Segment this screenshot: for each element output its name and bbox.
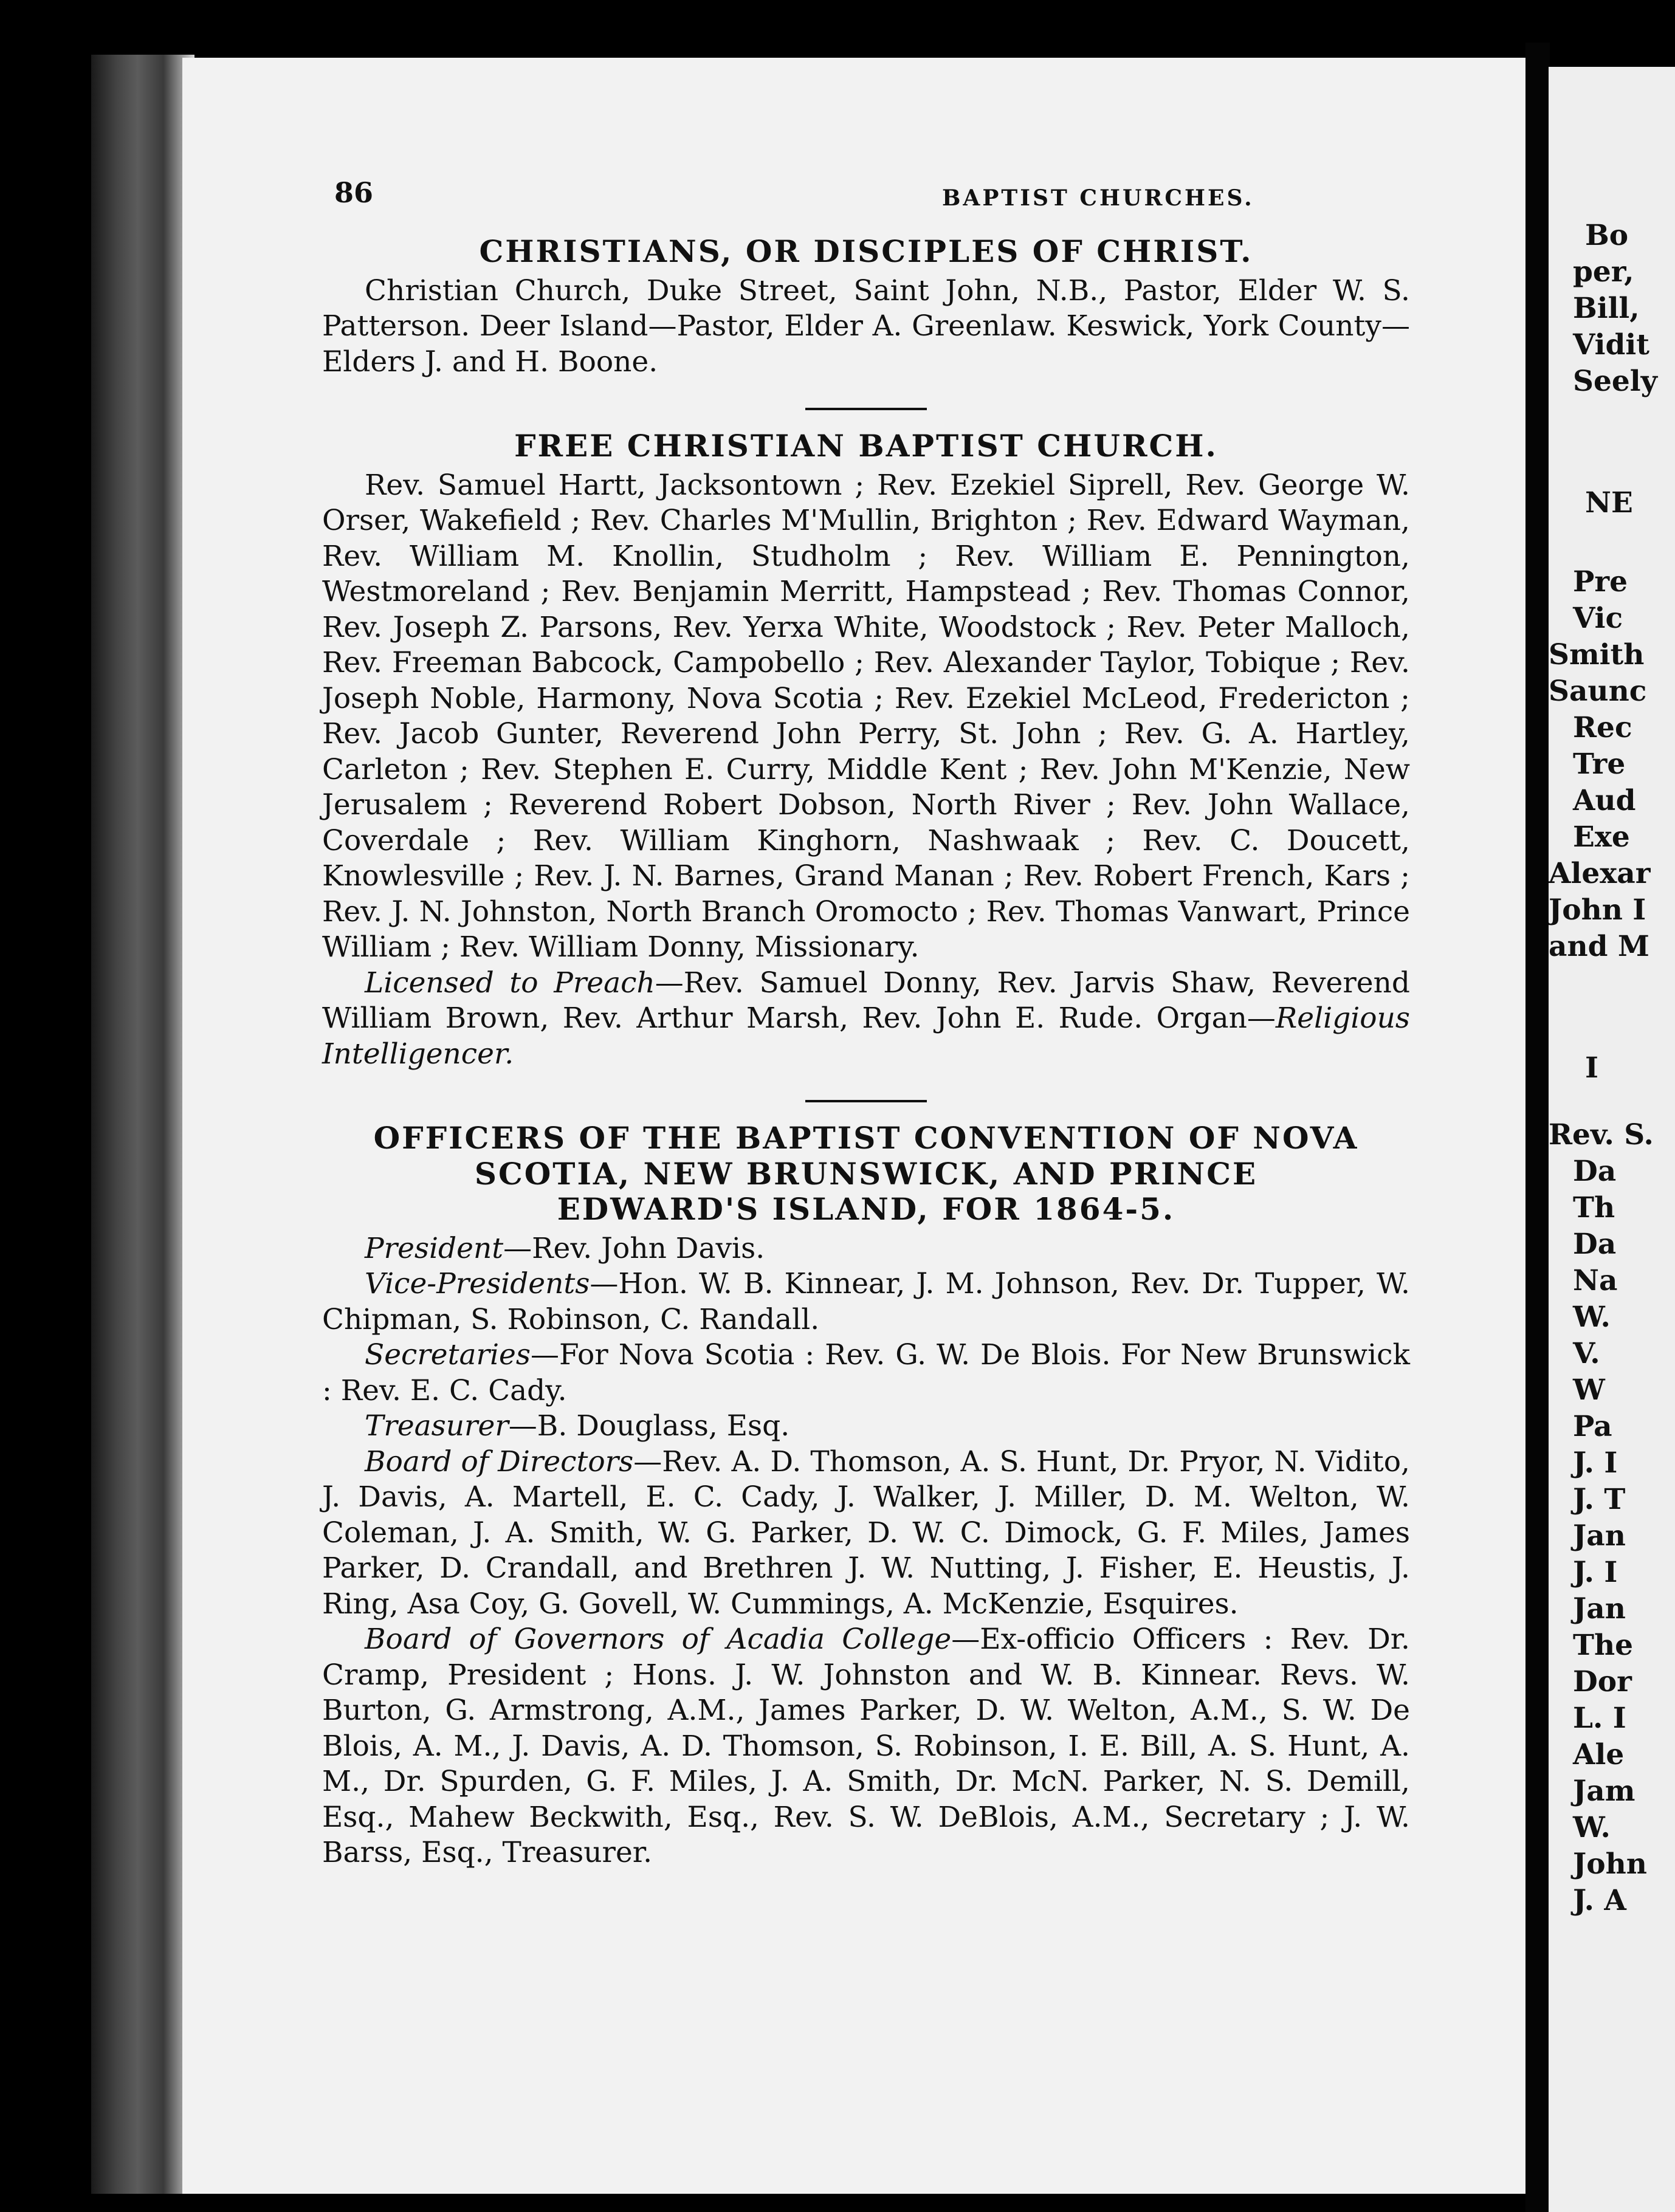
officer-label: Vice-Presidents [365,1267,590,1300]
officer-label: President [365,1231,504,1265]
facing-page-fragment: W. [1573,1811,1611,1844]
facing-page-fragment: and M [1549,930,1649,963]
facing-page-fragment: Rec [1573,711,1632,744]
officer-text: —B. Douglass, Esq. [508,1409,790,1443]
free-christian-paragraph: Rev. Samuel Hartt, Jacksontown ; Rev. Ezekiel Siprell, Rev. George W. Orser, Wakefield ; Rev. Charles M'Mullin, Brighton ; Rev. Edward Wayman, Rev. William M. Knollin, Studholm ; Rev. William E. Pennington, Westmoreland ; Rev. Benjamin Merritt, Hampstead ; Rev. Thomas Connor, Rev. Joseph Z. Parsons, Rev. Yerxa White, Woodstock ; Rev. Peter Malloch, Rev. Freeman Babcock, Campobello ; Rev. Alexander Taylor, Tobique ; Rev. Joseph Noble, Harmony, Nova Scotia ; Rev. Ezekiel McLeod, Fredericton ; Rev. Jacob Gunter, Reverend John Perry, St. John ; Rev. G. A. Hartley, Carleton ; Rev. Stephen E. Curry, Middle Kent ; Rev. John M'Kenzie, New Jerusalem ; Reverend Robert Dobson, North River ; Rev. John Wallace, Coverdale ; Rev. William Kinghorn, Nashwaak ; Rev. C. Doucett, Knowlesville ; Rev. J. N. Barnes, Grand Manan ; Rev. Robert French, Kars ; Rev. J. N. Johnston, North Branch Oromocto ; Rev. Thomas Vanwart, Prince William ; Rev. William Donny, Missionary. [322,468,1410,964]
page-gutter [1525,43,1550,2212]
page-number: 86 [334,176,374,209]
facing-page-fragment: Jan [1573,1592,1626,1626]
facing-page-fragment: Bill, [1573,292,1640,325]
organ-name: Religious Intelligencer. [322,1001,1410,1071]
facing-page-fragment: Saunc [1549,675,1647,708]
officer-text: —Rev. A. D. Thomson, A. S. Hunt, Dr. Pryor, N. Vidito, J. Davis, A. Martell, E. C. Cady, J. Walker, J. Miller, D. M. Welton, W. Coleman, J. A. Smith, W. G. Parker, D. W. C. Dimock, G. F. Miles, James Parker, D. Crandall, and Brethren J. W. Nutting, J. Fisher, E. Heustis, J. Ring, Asa Coy, G. Govell, W. Cummings, A. McKenzie, Esquires. [322,1444,1410,1621]
facing-page-fragment: W [1573,1373,1605,1407]
facing-page-fragment: Vic [1573,602,1623,635]
facing-page-fragment: I [1585,1051,1598,1085]
officer-label: Secretaries [365,1338,531,1372]
section-heading-convention-line-2: SCOTIA, NEW BRUNSWICK, AND PRINCE [474,1155,1258,1192]
section-heading-convention-line-3: EDWARD'S ISLAND, FOR 1864-5. [557,1191,1175,1227]
facing-page-fragment: Pre [1573,565,1628,599]
officer-text: —For Nova Scotia : Rev. G. W. De Blois. For New Brunswick : Rev. E. C. Cady. [322,1338,1410,1407]
facing-page-fragment: John [1573,1847,1647,1881]
facing-page-fragment: Vidit [1573,328,1649,362]
book-spine-edge [91,55,194,2194]
facing-page-fragment: Jam [1573,1774,1635,1808]
facing-page-fragment: V. [1573,1337,1600,1370]
facing-page-fragment: Smith [1549,638,1645,672]
facing-page-fragment: J. I [1573,1556,1618,1589]
section-divider [805,408,927,410]
facing-page-fragment: L. I [1573,1702,1626,1735]
facing-page-fragment: J. A [1573,1884,1626,1917]
facing-page-fragment: Dor [1573,1665,1632,1698]
officer-label: Board of Governors of Acadia College [365,1623,952,1656]
licensed-paragraph [322,966,1410,1073]
facing-page-fragment: Rev. S. [1549,1118,1654,1152]
book-page [182,58,1538,2194]
page-body [322,234,1410,1871]
facing-page-fragment: The [1573,1629,1634,1662]
facing-page-edge [1549,67,1675,2212]
section-heading-christians: CHRISTIANS, OR DISCIPLES OF CHRIST. [479,233,1253,269]
facing-page-fragment: Exe [1573,820,1630,854]
officer-entry [322,1338,1410,1409]
facing-page-fragment: NE [1585,486,1633,520]
facing-page-fragment: Pa [1573,1410,1612,1443]
officer-entry [322,1266,1410,1338]
officer-entry [322,1231,1410,1267]
facing-page-fragment: Na [1573,1264,1618,1297]
facing-page-fragment: Jan [1573,1519,1626,1553]
licensed-label: Licensed to Preach [365,966,655,1000]
section-heading-free-christian: FREE CHRISTIAN BAPTIST CHURCH. [514,428,1218,464]
facing-page-fragment: Da [1573,1228,1617,1261]
facing-page-fragment: Th [1573,1191,1615,1224]
officer-entry [322,1444,1410,1623]
facing-page-fragment: Da [1573,1155,1617,1188]
christians-paragraph: Christian Church, Duke Street, Saint John, N.B., Pastor, Elder W. S. Patterson. Deer Island—Pastor, Elder A. Greenlaw. Keswick, York County—Elders J. and H. Boone. [322,273,1410,379]
officer-label: Treasurer [365,1409,509,1443]
officer-text: —Ex-officio Officers : Rev. Dr. Cramp, President ; Hons. J. W. Johnston and W. B. Kinnear. Revs. W. Burton, G. Armstrong, A.M., James Parker, D. W. Welton, A.M., S. W. De Blois, A. M., J. Davis, A. D. Thomson, S. Robinson, I. E. Bill, A. S. Hunt, A. M., Dr. Spurden, G. F. Miles, J. A. Smith, Dr. McN. Parker, N. S. Demill, Esq., Mahew Beckwith, Esq., Rev. S. W. DeBlois, A.M., Secretary ; J. W. Barss, Esq., Treasurer. [322,1623,1410,1869]
facing-page-fragment: Aud [1573,784,1636,817]
officer-entry [322,1622,1410,1871]
section-heading-convention-line-1: OFFICERS OF THE BAPTIST CONVENTION OF NOVA [373,1120,1359,1156]
officer-entry [322,1409,1410,1444]
facing-page-fragment: Tre [1573,747,1626,781]
facing-page-fragment: Bo [1585,219,1629,252]
facing-page-fragment: J. I [1573,1446,1618,1480]
facing-page-fragment: per, [1573,255,1634,289]
officer-text: —Hon. W. B. Kinnear, J. M. Johnson, Rev. Dr. Tupper, W. Chipman, S. Robinson, C. Randall. [322,1267,1410,1336]
facing-page-fragment: W. [1573,1300,1611,1334]
facing-page-fragment: Alexar [1549,857,1651,890]
running-head: BAPTIST CHURCHES. [942,185,1254,211]
facing-page-fragment: Seely [1573,365,1657,398]
officer-text: —Rev. John Davis. [503,1231,765,1265]
licensed-text: —Rev. Samuel Donny, Rev. Jarvis Shaw, Reverend William Brown, Rev. Arthur Marsh, Rev. John E. Rude. Organ— [322,966,1410,1035]
facing-page-fragment: John I [1549,893,1646,927]
facing-page-fragment: Ale [1573,1738,1625,1771]
officer-label: Board of Directors [365,1444,634,1479]
facing-page-fragment: J. T [1573,1483,1626,1516]
section-divider [805,1100,927,1102]
